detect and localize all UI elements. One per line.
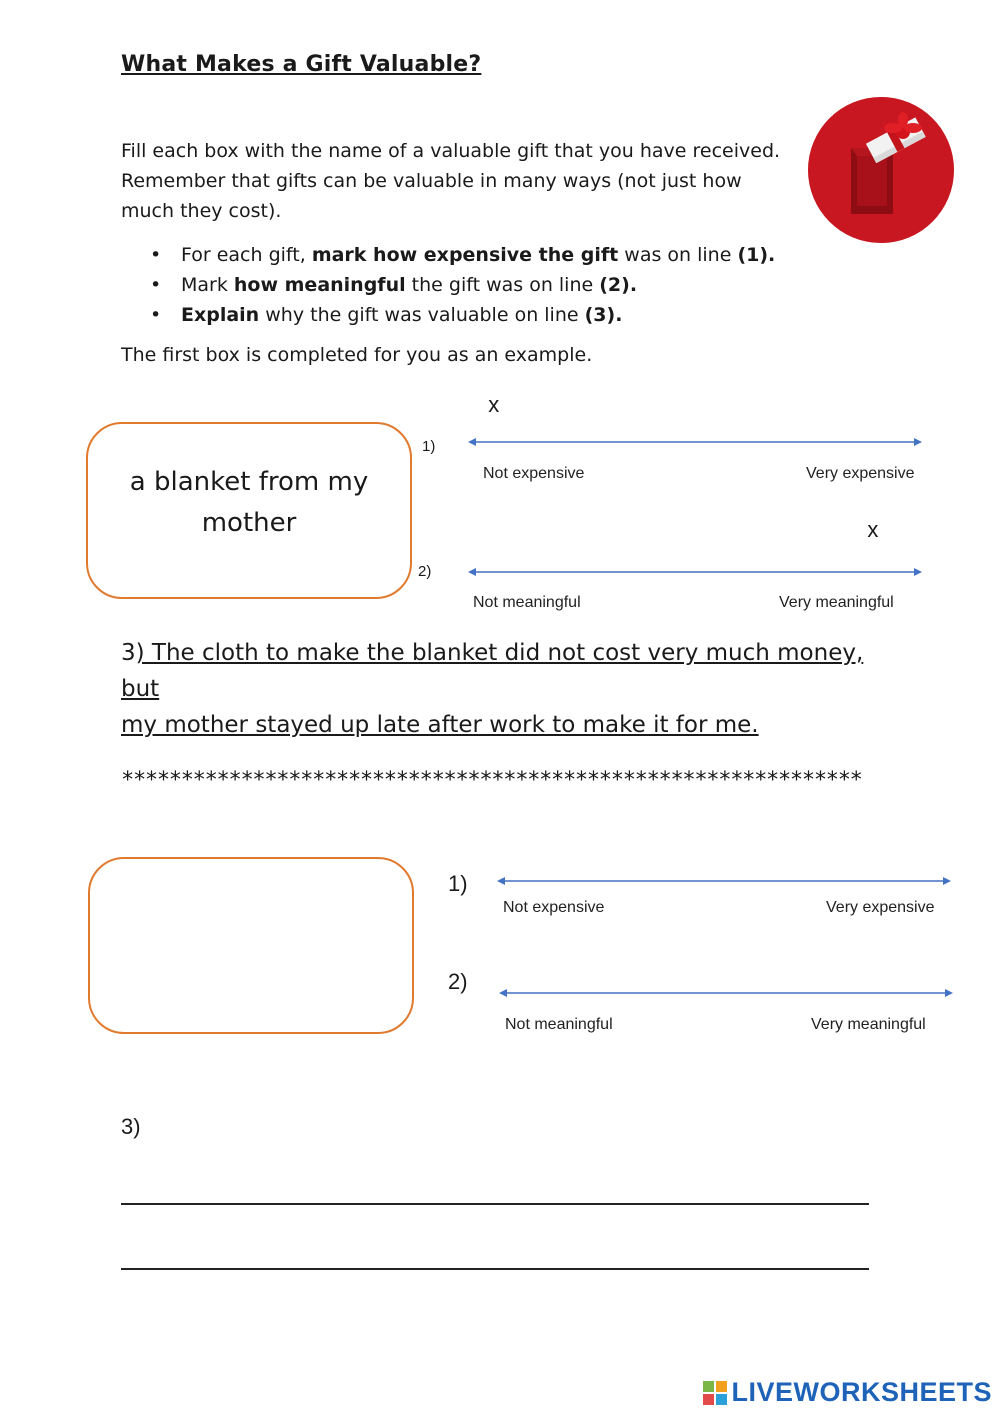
very-meaningful-label: Very meaningful xyxy=(811,1016,926,1033)
example-line1-number: 1) xyxy=(422,438,436,455)
example-answer-number: 3 xyxy=(121,640,136,666)
example-expensive-mark: x xyxy=(488,392,500,417)
answer-writing-line[interactable] xyxy=(121,1203,869,1205)
page-title: What Makes a Gift Valuable? xyxy=(121,52,482,77)
instruction-item: • Explain why the gift was valuable on line (3). xyxy=(150,300,775,330)
brand-logo xyxy=(703,1377,992,1408)
example-answer xyxy=(121,635,891,743)
example-answer-line1: ) The cloth to make the blanket did not cost very much money, but xyxy=(121,640,864,702)
gift-box-image xyxy=(807,96,955,244)
example-gift-box xyxy=(86,422,412,599)
example-meaningful-mark: x xyxy=(867,517,879,542)
line2-number: 2) xyxy=(448,969,468,994)
brand-logo-text: LIVEWORKSHEETS xyxy=(731,1377,992,1407)
example-meaningful-scale-arrow xyxy=(466,563,924,581)
instruction-item: • Mark how meaningful the gift was on line (2). xyxy=(150,270,775,300)
section-separator: ************************************************************** xyxy=(121,768,862,793)
example-line2-number: 2) xyxy=(418,563,432,580)
line3-number: 3) xyxy=(121,1114,141,1139)
gift-name-box[interactable] xyxy=(88,857,414,1034)
expensive-scale-arrow[interactable] xyxy=(495,872,953,890)
example-note: The first box is completed for you as an example. xyxy=(121,344,593,366)
instructions-paragraph: Fill each box with the name of a valuable gift that you have received. Remember that gifts can be valuable in many ways (not just how much they cost). xyxy=(121,140,781,222)
example-gift-text-line2: mother xyxy=(201,508,297,538)
answer-writing-line[interactable] xyxy=(121,1268,869,1270)
instruction-item: • For each gift, mark how expensive the gift was on line (1). xyxy=(150,240,775,270)
meaningful-scale-arrow[interactable] xyxy=(497,984,955,1002)
example-expensive-scale-arrow xyxy=(466,433,924,451)
example-answer-line2: my mother stayed up late after work to make it for me. xyxy=(121,712,759,738)
very-expensive-label: Very expensive xyxy=(826,899,935,916)
instruction-list xyxy=(150,240,775,330)
example-very-expensive-label: Very expensive xyxy=(806,465,915,482)
not-meaningful-label: Not meaningful xyxy=(505,1016,613,1033)
example-very-meaningful-label: Very meaningful xyxy=(779,594,894,611)
example-gift-text-line1: a blanket from my xyxy=(129,467,369,497)
example-not-expensive-label: Not expensive xyxy=(483,465,585,482)
brand-logo-icon xyxy=(703,1381,727,1405)
example-not-meaningful-label: Not meaningful xyxy=(473,594,581,611)
line1-number: 1) xyxy=(448,871,468,896)
not-expensive-label: Not expensive xyxy=(503,899,605,916)
